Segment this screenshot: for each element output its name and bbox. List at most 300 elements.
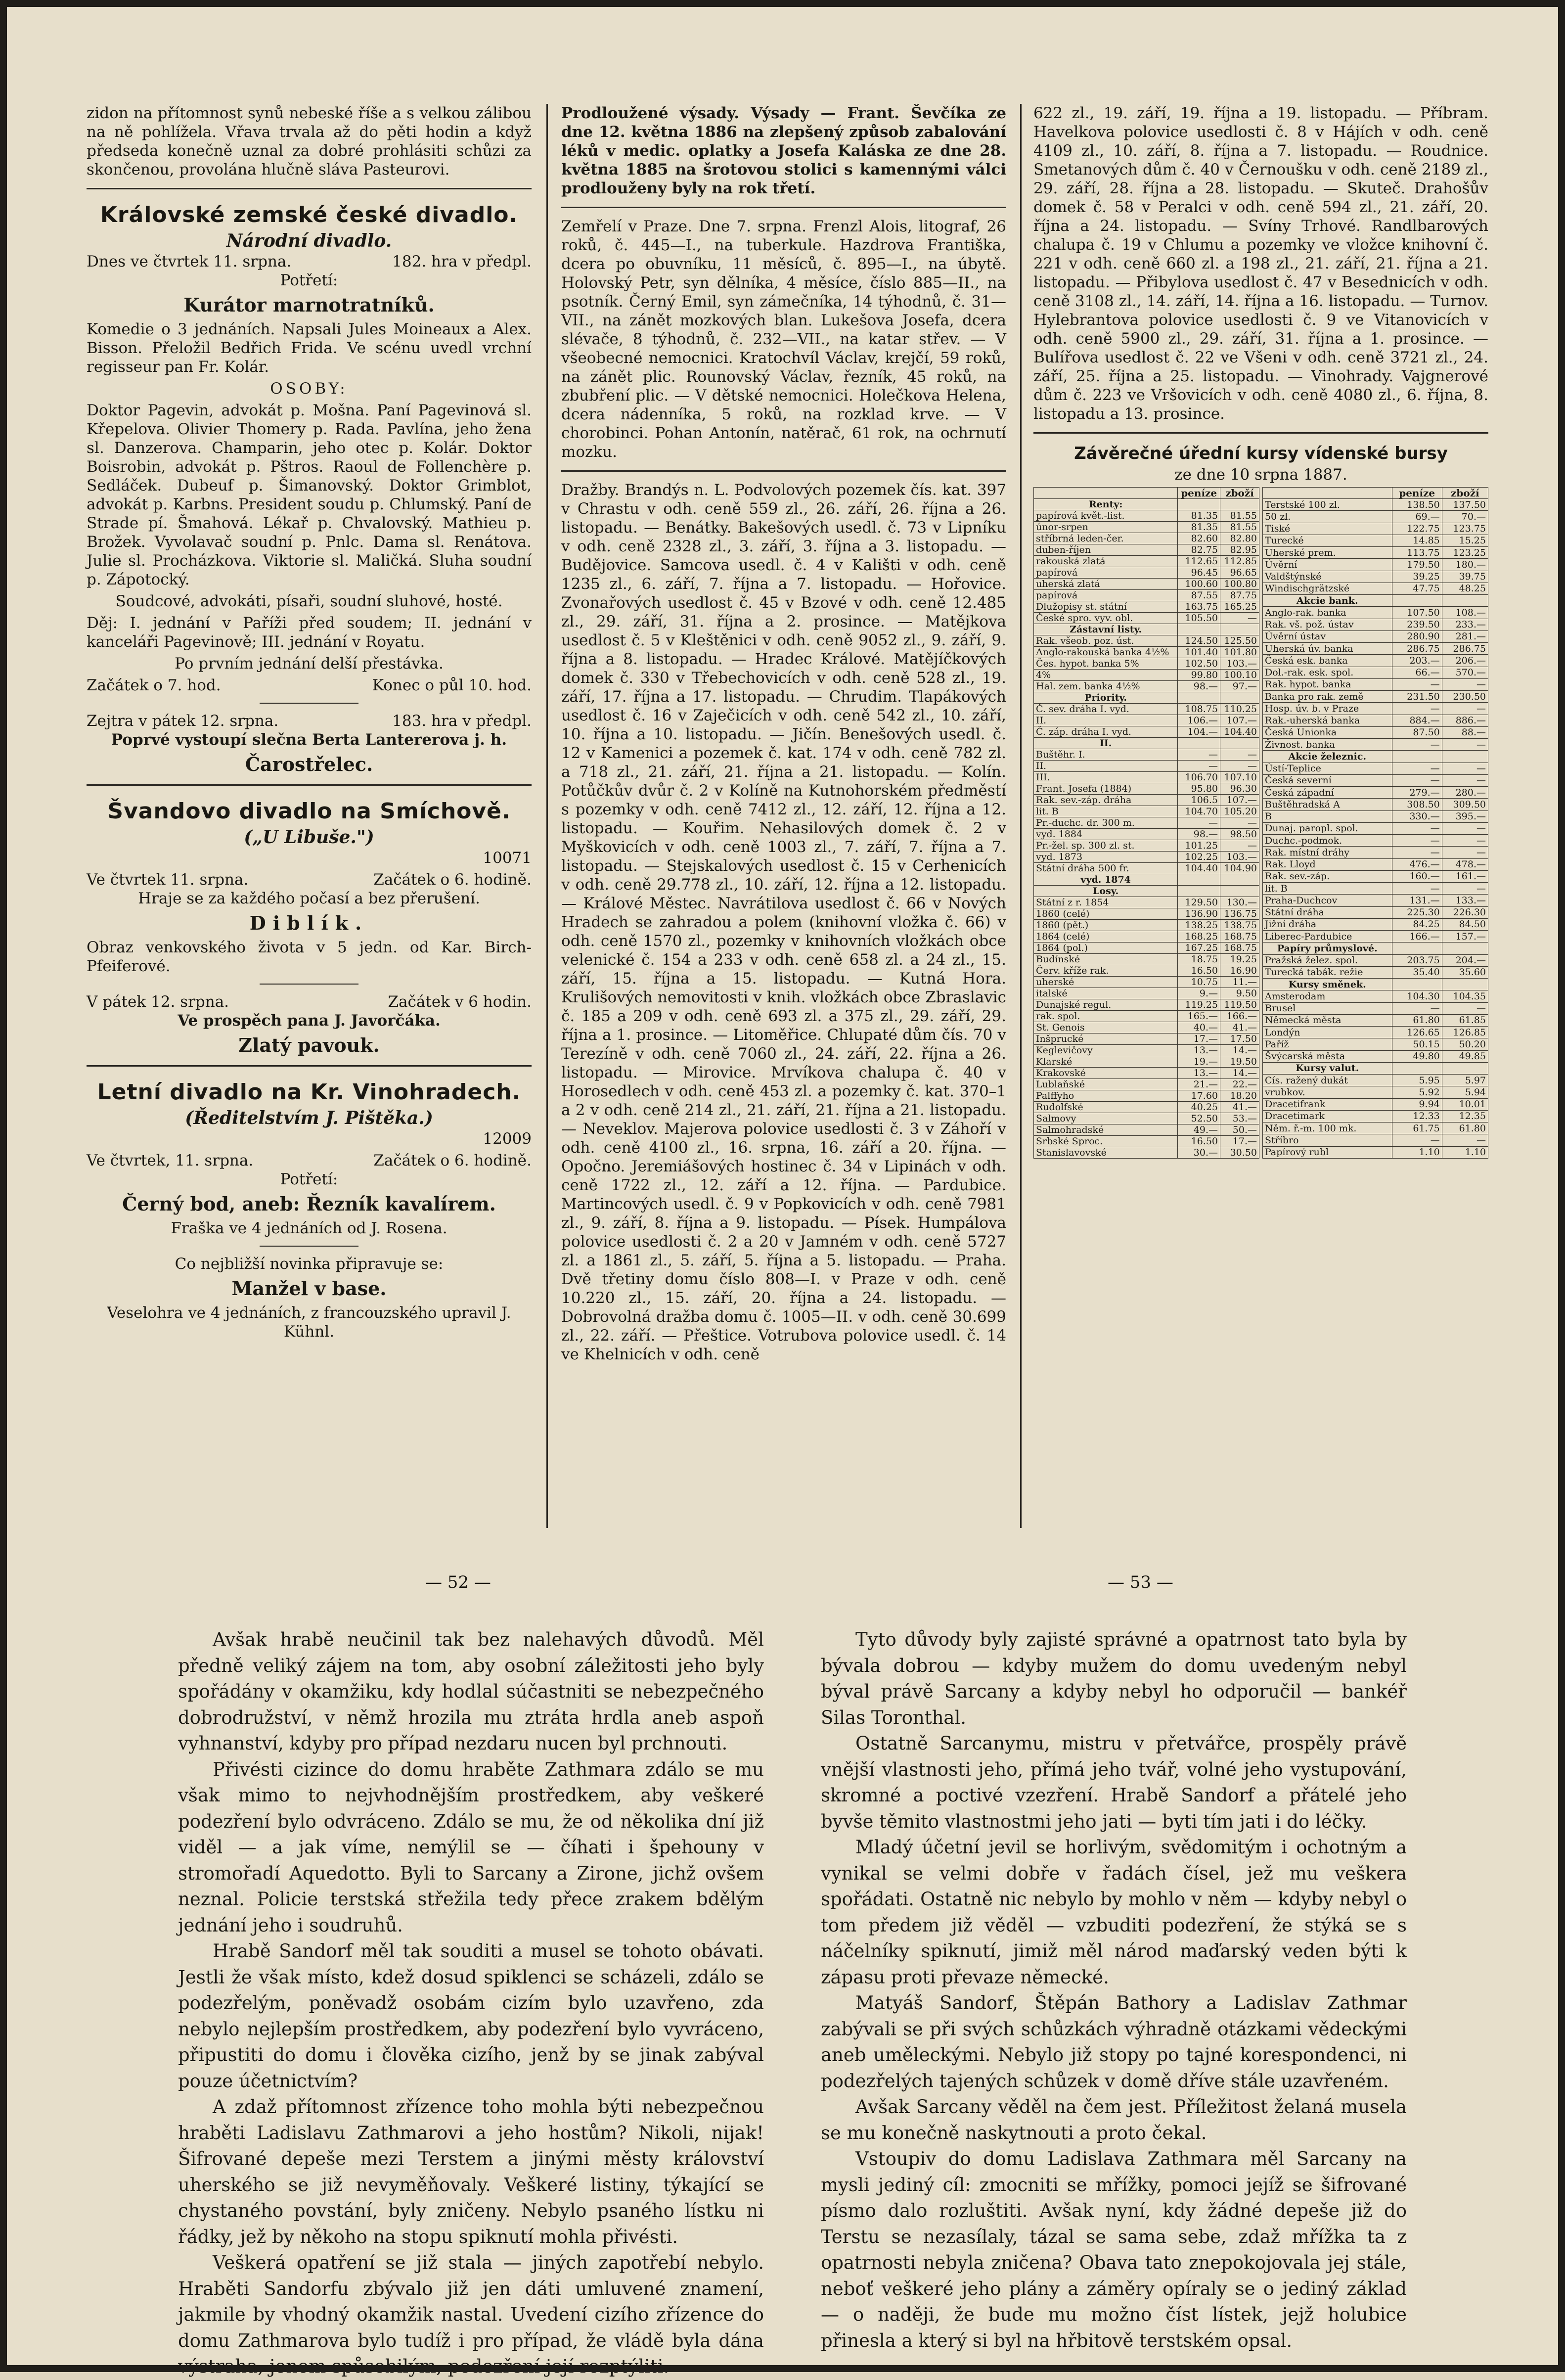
rate-label: Rak.-uherská banka bbox=[1263, 715, 1392, 726]
rate-money bbox=[1178, 886, 1220, 897]
rate-money: 138.25 bbox=[1178, 920, 1220, 931]
rate-goods: 17.— bbox=[1220, 1136, 1259, 1147]
rate-label: Praha-Duchcov bbox=[1263, 895, 1392, 906]
rate-label: Papírový rubl bbox=[1263, 1146, 1392, 1159]
rate-goods bbox=[1442, 943, 1488, 954]
rate-row bbox=[1034, 931, 1259, 943]
tomorrow-date: Zejtra v pátek 12. srpna. bbox=[87, 712, 279, 730]
rate-row bbox=[1263, 571, 1488, 583]
rate-row bbox=[1034, 908, 1259, 920]
rate-goods: 88.— bbox=[1442, 726, 1488, 738]
rate-money: 119.25 bbox=[1178, 999, 1220, 1011]
rate-label: Stříbro bbox=[1263, 1134, 1392, 1146]
rate-row bbox=[1034, 1147, 1259, 1159]
rate-goods: 101.80 bbox=[1220, 647, 1259, 658]
rate-goods: 19.50 bbox=[1220, 1056, 1259, 1068]
time-row bbox=[87, 676, 532, 695]
rate-goods: 133.— bbox=[1442, 895, 1488, 906]
rate-row bbox=[1263, 703, 1488, 715]
rate-label: Ústí-Teplice bbox=[1263, 763, 1392, 774]
rate-row bbox=[1034, 988, 1259, 999]
rate-label: České spro. vyv. obl. bbox=[1034, 613, 1178, 624]
rate-label: Česká západní bbox=[1263, 787, 1392, 799]
rate-label: Turecká tabák. režie bbox=[1263, 966, 1392, 978]
rate-row bbox=[1034, 692, 1259, 704]
rate-money: 87.55 bbox=[1178, 590, 1220, 601]
rate-label: Rak. sev.-záp. bbox=[1263, 870, 1392, 882]
rate-money: 203.75 bbox=[1392, 954, 1442, 966]
divider bbox=[260, 984, 358, 985]
rate-row bbox=[1263, 1027, 1488, 1038]
rate-money: 280.90 bbox=[1392, 630, 1442, 642]
rate-label: Rak. vš. pož. ústav bbox=[1263, 619, 1392, 630]
rate-label: Brusel bbox=[1263, 1002, 1392, 1014]
rate-money: — bbox=[1392, 774, 1442, 786]
rate-label: Kursy směnek. bbox=[1263, 979, 1392, 990]
rate-goods: 230.50 bbox=[1442, 691, 1488, 703]
rate-row bbox=[1034, 1124, 1259, 1136]
rate-money: 10.75 bbox=[1178, 977, 1220, 988]
rate-row bbox=[1034, 499, 1259, 510]
rate-money: 81.35 bbox=[1178, 522, 1220, 533]
rate-goods bbox=[1220, 692, 1259, 704]
rate-row bbox=[1263, 1146, 1488, 1159]
potreti-label: Potřetí: bbox=[280, 1170, 338, 1188]
rate-goods: 10.01 bbox=[1442, 1098, 1488, 1110]
rate-money: 160.— bbox=[1392, 870, 1442, 882]
rate-goods bbox=[1220, 886, 1259, 897]
patent-notice: Prodloužené výsady. Výsady — Frant. Ševčíka ze dne 12. května 1886 na zlepšený způsob zabalování léků v medic. oplatky a Josefa Kaláska ze dne 28. května 1885 na šrotovou stolici s kamennými válci prodlouženy byly na rok třetí. bbox=[561, 104, 1006, 197]
novel-paragraph: Avšak Sarcany věděl na čem jest. Příležitost želaná musela se mu konečně naskytnouti a proto čekal. bbox=[821, 2096, 1407, 2144]
rate-money: 17.— bbox=[1178, 1033, 1220, 1045]
rate-money: 99.80 bbox=[1178, 670, 1220, 681]
rate-goods bbox=[1220, 624, 1259, 635]
rate-money: 279.— bbox=[1392, 787, 1442, 799]
rate-label: Hal. zem. banka 4½% bbox=[1034, 681, 1178, 692]
rate-row bbox=[1263, 763, 1488, 774]
theatre-title: Královské zemské české divadlo. bbox=[100, 202, 518, 227]
rate-row bbox=[1034, 772, 1259, 783]
rate-goods: 119.50 bbox=[1220, 999, 1259, 1011]
date-line: Dnes ve čtvrtek 11. srpna. bbox=[87, 253, 292, 270]
rate-row bbox=[1034, 840, 1259, 852]
rate-row bbox=[1263, 906, 1488, 918]
rate-row bbox=[1034, 601, 1259, 613]
rate-label: Hosp. úv. b. v Praze bbox=[1263, 703, 1392, 715]
rate-label: vyd. 1873 bbox=[1034, 852, 1178, 863]
rate-row bbox=[1263, 918, 1488, 930]
rate-row bbox=[1263, 523, 1488, 535]
rate-goods: 110.25 bbox=[1220, 704, 1259, 715]
col-header bbox=[1034, 488, 1178, 499]
rate-label: papírová květ.-list. bbox=[1034, 510, 1178, 522]
play-description: Fraška ve 4 jednáních od J. Rosena. bbox=[171, 1219, 447, 1237]
start-time: Začátek o 7. hod. bbox=[87, 676, 221, 694]
rate-goods: 30.50 bbox=[1220, 1147, 1259, 1159]
rate-row bbox=[1034, 806, 1259, 817]
rate-row bbox=[1034, 1022, 1259, 1033]
rate-goods: 11.— bbox=[1220, 977, 1259, 988]
date-line: Ve čtvrtek 11. srpna. bbox=[87, 871, 249, 889]
rate-goods: 35.60 bbox=[1442, 966, 1488, 978]
rate-row bbox=[1034, 624, 1259, 635]
novel-paragraph: Veškerá opatření se již stala — jiných zapotřebí nebylo. Hraběti Sandorfu zbývalo již jen dáti umluvené znamení, jakmile by vhodný okamžik nastal. Uvedení cizího zřízence do domu Zathmarova bylo tudíž i pro případ, že vládě byla dána výstraha, jenom spůsobilým, podezření její rozptýliti. bbox=[178, 2252, 764, 2377]
rate-money: — bbox=[1178, 761, 1220, 772]
rate-money: 104.40 bbox=[1178, 863, 1220, 874]
rate-goods: 112.85 bbox=[1220, 556, 1259, 567]
rate-money: 122.75 bbox=[1392, 523, 1442, 535]
rate-money: 14.85 bbox=[1392, 535, 1442, 546]
rate-label: Uherská úv. banka bbox=[1263, 643, 1392, 655]
rate-money: 5.95 bbox=[1392, 1075, 1442, 1086]
rate-money: — bbox=[1392, 847, 1442, 858]
rate-money: 129.50 bbox=[1178, 897, 1220, 908]
rate-label: únor-srpen bbox=[1034, 522, 1178, 533]
rate-money: 105.50 bbox=[1178, 613, 1220, 624]
rate-goods: 97.— bbox=[1220, 681, 1259, 692]
rate-label: Rak. všeob. poz. úst. bbox=[1034, 635, 1178, 647]
tomorrow-play: Čarostřelec. bbox=[245, 753, 373, 775]
rate-goods: 108.— bbox=[1442, 607, 1488, 619]
rate-row bbox=[1263, 1086, 1488, 1098]
rate-goods bbox=[1220, 874, 1259, 886]
play-title: Zlatý pavouk. bbox=[238, 1034, 380, 1056]
rate-label: Palffyho bbox=[1034, 1090, 1178, 1102]
rate-label: Čes. hypot. banka 5% bbox=[1034, 658, 1178, 670]
rate-row bbox=[1263, 774, 1488, 786]
rate-goods: 14.— bbox=[1220, 1068, 1259, 1079]
rate-money: 16.50 bbox=[1178, 965, 1220, 977]
rate-goods: 96.65 bbox=[1220, 567, 1259, 579]
date-line: V pátek 12. srpna. bbox=[87, 993, 229, 1011]
divider bbox=[260, 703, 358, 704]
rate-goods: 137.50 bbox=[1442, 499, 1488, 511]
rate-row bbox=[1034, 613, 1259, 624]
weather-note: Hraje se za každého počasí a bez přerušení. bbox=[138, 890, 480, 907]
page-number-left: — 52 — bbox=[425, 1572, 491, 1592]
rate-row bbox=[1263, 810, 1488, 822]
rate-money: 112.65 bbox=[1178, 556, 1220, 567]
rate-row bbox=[1034, 897, 1259, 908]
rate-row bbox=[1034, 965, 1259, 977]
rate-row bbox=[1263, 954, 1488, 966]
rate-money: 126.65 bbox=[1392, 1027, 1442, 1038]
rate-goods: 5.97 bbox=[1442, 1075, 1488, 1086]
rate-label: vrubkov. bbox=[1263, 1086, 1392, 1098]
rate-label: Buštěhr. I. bbox=[1034, 749, 1178, 761]
rate-row bbox=[1263, 1075, 1488, 1086]
bursa-title: Závěrečné úřední kursy vídenské bursy bbox=[1074, 444, 1448, 463]
rate-money: 124.50 bbox=[1178, 635, 1220, 647]
rate-row bbox=[1034, 817, 1259, 829]
rate-row bbox=[1263, 1038, 1488, 1050]
extras: Soudcové, advokáti, písaři, soudní sluhové, hosté. bbox=[115, 592, 503, 610]
potreti-label: Potřetí: bbox=[280, 271, 338, 289]
rate-money bbox=[1178, 624, 1220, 635]
rate-label: III. bbox=[1034, 772, 1178, 783]
rate-row bbox=[1263, 835, 1488, 847]
rate-label: Pr.-žel. sp. 300 zl. st. bbox=[1034, 840, 1178, 852]
rate-label: Rak. Lloyd bbox=[1263, 858, 1392, 870]
rate-row bbox=[1034, 590, 1259, 601]
rate-row bbox=[1263, 822, 1488, 834]
rate-row bbox=[1034, 1045, 1259, 1056]
start-time: Začátek o 6. hodině. bbox=[373, 871, 532, 889]
rate-label: Windischgrätzské bbox=[1263, 583, 1392, 594]
rate-row bbox=[1263, 667, 1488, 678]
novel-paragraph: Ostatně Sarcanymu, mistru v přetvářce, prospěly právě vnější vlastnosti jeho, přímá jeho tvář, volné jeho vystupování, skromné a poctivé vzezření. Hrabě Sandorf a přátelé jeho byvše těmito vlastnostmi jeho jati — byti tím jati i do léčky. bbox=[821, 1733, 1407, 1832]
rate-row bbox=[1034, 886, 1259, 897]
rate-label: Losy. bbox=[1034, 886, 1178, 897]
rate-money: 61.80 bbox=[1392, 1014, 1442, 1026]
rate-goods: 81.55 bbox=[1220, 510, 1259, 522]
rate-label: Amsterodam bbox=[1263, 990, 1392, 1002]
play-title: Diblík. bbox=[249, 912, 369, 934]
rate-label: papírová bbox=[1034, 567, 1178, 579]
rate-row bbox=[1263, 870, 1488, 882]
rate-row bbox=[1263, 895, 1488, 906]
rate-label: uherská zlatá bbox=[1034, 579, 1178, 590]
novel-paragraph: Mladý účetní jevil se horlivým, svědomitým i ochotným a vynikal se velmi dobře v řadách čísel, jež mu veškera spořádati. Ostatně nic nebylo by mohlo v něm — kdyby nebyl o tom předem již věděl — vzbuditi podezření, že stýká se s náčelníky spiknutí, jimiž měl národ maďarský veden býti k zápasu proti převaze německé. bbox=[821, 1837, 1407, 1988]
rate-row bbox=[1263, 559, 1488, 571]
rate-row bbox=[1034, 1056, 1259, 1068]
rate-money bbox=[1392, 979, 1442, 990]
date-line: Ve čtvrtek, 11. srpna. bbox=[87, 1152, 254, 1169]
rate-label: lit. B bbox=[1263, 883, 1392, 895]
rate-goods: 9.50 bbox=[1220, 988, 1259, 999]
rate-money: 104.30 bbox=[1392, 990, 1442, 1002]
theatre-title: Švandovo divadlo na Smíchově. bbox=[107, 799, 511, 824]
cast-list: Doktor Pagevin, advokát p. Mošna. Paní Pagevinová sl. Křepelova. Olivier Thomery p. Rada. Pavlína, jeho žena sl. Danzerova. Champarin, jeho otec p. Kolár. Doktor Boisrobin, advokát p. Pštros. Raoul de Follenchère p. Sedláček. Dubeuf p. Šimanovský. Doktor Grimblot, advokát p. Karbns. President soudu p. Chlumský. Paní de Strade pí. Šmahová. Lékař p. Chvalovský. Mathieu p. Brožek. Vyvolavač soudní p. Pnlc. Dama sl. Renátova. Julie sl. Procházkova. Viktorie sl. Maličká. Sluha soudní p. Zápotocký. bbox=[87, 402, 532, 588]
rate-row bbox=[1034, 658, 1259, 670]
rate-money: 81.35 bbox=[1178, 510, 1220, 522]
rate-money: — bbox=[1392, 763, 1442, 774]
rate-goods: 49.85 bbox=[1442, 1050, 1488, 1062]
rate-label: Akcie železnic. bbox=[1263, 751, 1392, 763]
rate-money: 106.5 bbox=[1178, 795, 1220, 806]
rate-money: 49.80 bbox=[1392, 1050, 1442, 1062]
rate-goods bbox=[1442, 1062, 1488, 1074]
intro-paragraph: zidon na přítomnost synů nebeské říše a s velkou zálibou na ně pohlížela. Vřava trvala až do pěti hodin a když předseda konečně uznal za dobré prohlásiti schůzi za skončenou, provolána hlučně sláva Pasteurovi. bbox=[87, 104, 532, 179]
col-header-goods: zboží bbox=[1442, 488, 1488, 499]
column-rule bbox=[1020, 104, 1022, 1528]
col-header-money: peníze bbox=[1178, 488, 1220, 499]
rate-money: 225.30 bbox=[1392, 906, 1442, 918]
rate-money: 39.25 bbox=[1392, 571, 1442, 583]
rate-money bbox=[1178, 874, 1220, 886]
rate-label: Rudolfské bbox=[1034, 1102, 1178, 1113]
rate-row bbox=[1263, 535, 1488, 546]
rate-goods: 104.90 bbox=[1220, 863, 1259, 874]
rate-money: 239.50 bbox=[1392, 619, 1442, 630]
rate-label: II. bbox=[1034, 761, 1178, 772]
rate-goods: — bbox=[1442, 703, 1488, 715]
rate-row bbox=[1034, 533, 1259, 544]
rate-row bbox=[1034, 579, 1259, 590]
rate-money: 100.60 bbox=[1178, 579, 1220, 590]
rate-money: 40.— bbox=[1178, 1022, 1220, 1033]
auctions-notice: Dražby. Brandýs n. L. Podvolových pozemek čís. kat. 397 v Chrastu v odh. ceně 559 zl., 26. září, 26. října a 26. listopadu. — Benátky. Bakešových usedl. č. 73 v Lipníku v odh. ceně 2328 zl., 3. září, 3. října a 3. listopadu. — Budějovice. Samcova usedl. č. 4 v Kališti v odh. ceně 1235 zl., 6. září, 7. října a 7. listopadu. — Hořovice. Zvonařových usedlost č. 45 v Bzové v odh. ceně 12.485 zl., 29. září, 31. října a 2. prosince. — Matějkova usedlost č. 5 v Kleštěnici v odh. ceně 9052 zl., 9. září, 9. října a 8. listopadu. — Hradec Králové. Matějíčkových domek č. 330 v Třebechovicích v odh. ceně 528 zl., 19. září, 17. října a 17. listopadu. — Chrudim. Tlapákových usedlost č. 16 v Zaječicích v odh. ceně 542 zl., 10. září, 10. října a 10. listopadu. — Jičín. Benešových usedl. č. 12 v Kamenici a pozemek č. kat. 174 v odh. ceně 782 zl. a 718 zl., 21. září, 21. října a 21. listopadu. — Kolín. Potůčkův dvůr č. 2 v Kolíně na Kutnohorském předměstí s pozemky v odh. ceně 7412 zl., 12. září, 12. října a 12. listopadu. — Kouřim. Nehasilových domek č. 2 v Myškovicích v odh. ceně 1003 zl., 7. září, 7. října a 7. listopadu. — Stejskalových usedlost č. 15 v Cerhenicích v odh. ceně 29.778 zl., 10. září, 12. října a 12. listopadu. — Králové Městec. Navrátilova usedlost č. 66 v Nových Hradech se zahradou a polem (knihovní vložka č. 66) v odh. ceně 1570 zl., pozemky v knihovních vložkách obce velenické č. 154 a 233 v odh. ceně 658 zl. a 24 zl., 15. září, 15. října a 15. listopadu. — Kutná Hora. Krulišových nemovitosti v knih. vložkách obce Zbraslavic č. 185 a 209 v odh. ceně 693 zl. a 375 zl., 29. září, 29. října a 1. prosince. — Litoměřice. Chlupaté dům čís. 70 v Terezíně v odh. ceně 7060 zl., 24. září, 22. října a 26. listopadu. — Mirovice. Mrvíkova chalupa č. 40 v Horosedlech v odh. ceně 453 zl. a pozemky č. kat. 370–1 a 2 v odh. ceně 214 zl., 21. září, 21. října a 21. listopadu. — Neveklov. Majerova polovice usedlosti č. 3 v Záhoří v odh. ceně 4100 zl., 16. srpna, 16. září a 20. října. — Opočno. Jeremiášových hostinec č. 34 v Lipinách v odh. ceně 1722 zl., 12. září a 12. října. — Pardubice. Martincových usedl. č. 9 v Popkovicích v odh. ceně 7981 zl., 9. září, 8. října a 9. listopadu. — Písek. Humpálova polovice usedlosti č. 2 a 20 v Jamném v odh. ceně 5727 zl. a 1861 zl., 5. září, 5. října a 5. listopadu. — Praha. Dvě třetiny domu číslo 808—I. v Praze v odh. ceně 10.220 zl., 15. září, 20. října a 24. listopadu. — Dobrovolná dražba domu č. 1005—II. v odh. ceně 30.699 zl., 22. září. — Přeštice. Votrubova polovice usedl. č. 14 ve Khelnicích v odh. ceně bbox=[561, 481, 1006, 1363]
rate-goods: 82.95 bbox=[1220, 544, 1259, 556]
rate-money: 66.— bbox=[1392, 667, 1442, 678]
play-title: Kurátor marnotratníků. bbox=[183, 294, 435, 316]
rate-row bbox=[1034, 510, 1259, 522]
rate-goods bbox=[1442, 595, 1488, 607]
play-title: Manžel v base. bbox=[231, 1277, 387, 1300]
rate-row bbox=[1034, 1090, 1259, 1102]
divider bbox=[561, 207, 1006, 208]
benefit-note: Ve prospěch pana J. Javorčáka. bbox=[178, 1012, 441, 1030]
upcoming-note: Co nejbližší novinka připravuje se: bbox=[175, 1255, 444, 1273]
novel-paragraph: Tyto důvody byly zajisté správné a opatrnost tato byla by bývala dobrou — kdyby mužem do domu uvedeným nebyl býval právě Sarcany a kdyby nebyl ho odporučil — bankéř Silas Toronthal. bbox=[821, 1629, 1407, 1728]
rate-goods: 136.75 bbox=[1220, 908, 1259, 920]
rate-row bbox=[1263, 739, 1488, 751]
rate-goods: 886.— bbox=[1442, 715, 1488, 726]
rate-row bbox=[1034, 783, 1259, 795]
rate-goods: — bbox=[1220, 840, 1259, 852]
novel-paragraph: Vstoupiv do domu Ladislava Zathmara měl Sarcany na mysli jediný cíl: zmocniti se mřížky, pomoci jejíž se šifrované písmo dalo rozluštiti. Avšak nyní, kdy žádné depeše již do Terstu se nezasílaly, tázal se sama sebe, zdaž mřížka ta z opatrnosti nebyla zničena? Obava tato znepokojovala jej stále, neboť veškeré jeho plány a záměry opíraly se o jediný základ — o naději, že bude mu možno číst lístek, jejž holubice přinesla a který si byl na hřbitově terstském opsal. bbox=[821, 2148, 1407, 2351]
rate-row bbox=[1034, 761, 1259, 772]
rate-label: Budínské bbox=[1034, 954, 1178, 965]
col-header bbox=[1263, 488, 1392, 499]
rate-money: 308.50 bbox=[1392, 799, 1442, 810]
rate-goods: — bbox=[1442, 1134, 1488, 1146]
rate-money bbox=[1392, 943, 1442, 954]
rate-label: Úvěrní ústav bbox=[1263, 630, 1392, 642]
rate-money: — bbox=[1178, 749, 1220, 761]
divider bbox=[87, 784, 532, 786]
rate-money: 98.— bbox=[1178, 681, 1220, 692]
rate-money: 84.25 bbox=[1392, 918, 1442, 930]
rate-goods: — bbox=[1220, 761, 1259, 772]
rate-money bbox=[1392, 595, 1442, 607]
rate-label: Anglo-rakouská banka 4½% bbox=[1034, 647, 1178, 658]
rate-goods: 70.— bbox=[1442, 511, 1488, 523]
rate-money: 12.33 bbox=[1392, 1110, 1442, 1122]
rate-money: 47.75 bbox=[1392, 583, 1442, 594]
rate-label: 1860 (pět.) bbox=[1034, 920, 1178, 931]
osoby-label: OSOBY: bbox=[270, 380, 348, 398]
rate-label: Salmovy bbox=[1034, 1113, 1178, 1124]
rate-goods: 204.— bbox=[1442, 954, 1488, 966]
rate-label: Buštěhradská A bbox=[1263, 799, 1392, 810]
divider bbox=[260, 1246, 358, 1247]
rate-money: 101.40 bbox=[1178, 647, 1220, 658]
rate-row bbox=[1263, 1014, 1488, 1026]
rate-money: 101.25 bbox=[1178, 840, 1220, 852]
rate-label: uherské bbox=[1034, 977, 1178, 988]
rate-goods: 53.— bbox=[1220, 1113, 1259, 1124]
rate-label: rakouská zlatá bbox=[1034, 556, 1178, 567]
rate-row bbox=[1263, 630, 1488, 642]
date-row bbox=[87, 1151, 532, 1170]
rate-row bbox=[1263, 715, 1488, 726]
rate-money: 330.— bbox=[1392, 810, 1442, 822]
rate-row bbox=[1034, 1113, 1259, 1124]
rate-goods: 81.55 bbox=[1220, 522, 1259, 533]
rate-money: 95.80 bbox=[1178, 783, 1220, 795]
rate-goods: 50.20 bbox=[1442, 1038, 1488, 1050]
rate-label: Stanislavovské bbox=[1034, 1147, 1178, 1159]
rate-goods: 233.— bbox=[1442, 619, 1488, 630]
bursa-date: ze dne 10 srpna 1887. bbox=[1174, 466, 1347, 484]
rate-goods: 168.75 bbox=[1220, 931, 1259, 943]
rate-money: 106.— bbox=[1178, 715, 1220, 726]
rate-label: Renty: bbox=[1034, 499, 1178, 510]
rate-row bbox=[1263, 511, 1488, 523]
rate-row bbox=[1263, 799, 1488, 810]
col-header-goods: zboží bbox=[1220, 488, 1259, 499]
rate-row bbox=[1263, 595, 1488, 607]
rate-goods: 12.35 bbox=[1442, 1110, 1488, 1122]
bursa-tables bbox=[1033, 487, 1488, 1159]
rate-money: 5.92 bbox=[1392, 1086, 1442, 1098]
rate-goods: 19.25 bbox=[1220, 954, 1259, 965]
rate-money: 30.— bbox=[1178, 1147, 1220, 1159]
rate-goods: — bbox=[1442, 883, 1488, 895]
rate-row bbox=[1263, 583, 1488, 594]
rate-goods: 206.— bbox=[1442, 655, 1488, 667]
rate-goods: 100.10 bbox=[1220, 670, 1259, 681]
play-title: Černý bod, aneb: Řezník kavalírem. bbox=[122, 1193, 496, 1215]
rate-label: Červ. kříže rak. bbox=[1034, 965, 1178, 977]
rate-money: 49.— bbox=[1178, 1124, 1220, 1136]
rate-label: Krakovské bbox=[1034, 1068, 1178, 1079]
rate-row bbox=[1034, 829, 1259, 840]
rate-label: Frant. Josefa (1884) bbox=[1034, 783, 1178, 795]
rate-money: 476.— bbox=[1392, 858, 1442, 870]
rate-row bbox=[1263, 943, 1488, 954]
rate-money: — bbox=[1392, 1002, 1442, 1014]
rate-goods: — bbox=[1442, 739, 1488, 751]
rate-row bbox=[1034, 874, 1259, 886]
pause-note: Po prvním jednání delší přestávka. bbox=[175, 655, 444, 673]
rate-row bbox=[1034, 1068, 1259, 1079]
rate-row bbox=[1263, 990, 1488, 1002]
rate-money: 166.— bbox=[1392, 931, 1442, 943]
rate-label: Liberec-Pardubice bbox=[1263, 931, 1392, 943]
rate-label: Keglevičovy bbox=[1034, 1045, 1178, 1056]
rate-label: Akcie bank. bbox=[1263, 595, 1392, 607]
rate-goods: 125.50 bbox=[1220, 635, 1259, 647]
rate-goods: 168.75 bbox=[1220, 943, 1259, 954]
rate-goods: — bbox=[1220, 613, 1259, 624]
rate-label: 1860 (celé) bbox=[1034, 908, 1178, 920]
rate-goods: 16.90 bbox=[1220, 965, 1259, 977]
rate-label: lit. B bbox=[1034, 806, 1178, 817]
rate-goods: 123.25 bbox=[1442, 547, 1488, 559]
rate-goods: 107.— bbox=[1220, 715, 1259, 726]
rate-row bbox=[1263, 1110, 1488, 1122]
rate-row bbox=[1034, 635, 1259, 647]
end-time: Konec o půl 10. hod. bbox=[372, 676, 532, 694]
divider bbox=[1033, 432, 1488, 434]
column-rule bbox=[546, 104, 548, 1528]
rate-label: Valdštýnské bbox=[1263, 571, 1392, 583]
rate-goods: 107.10 bbox=[1220, 772, 1259, 783]
rate-goods: 96.30 bbox=[1220, 783, 1259, 795]
rate-label: II. bbox=[1034, 738, 1178, 749]
rate-label: Pr.-duchc. dr. 300 m. bbox=[1034, 817, 1178, 829]
rate-label: Anglo-rak. banka bbox=[1263, 607, 1392, 619]
rate-label: Státní dráha 500 fr. bbox=[1034, 863, 1178, 874]
rate-goods: 50.— bbox=[1220, 1124, 1259, 1136]
rate-row bbox=[1263, 1134, 1488, 1146]
rate-goods: — bbox=[1442, 847, 1488, 858]
rate-money: 104.70 bbox=[1178, 806, 1220, 817]
rate-label: 4% bbox=[1034, 670, 1178, 681]
rate-row bbox=[1034, 726, 1259, 738]
